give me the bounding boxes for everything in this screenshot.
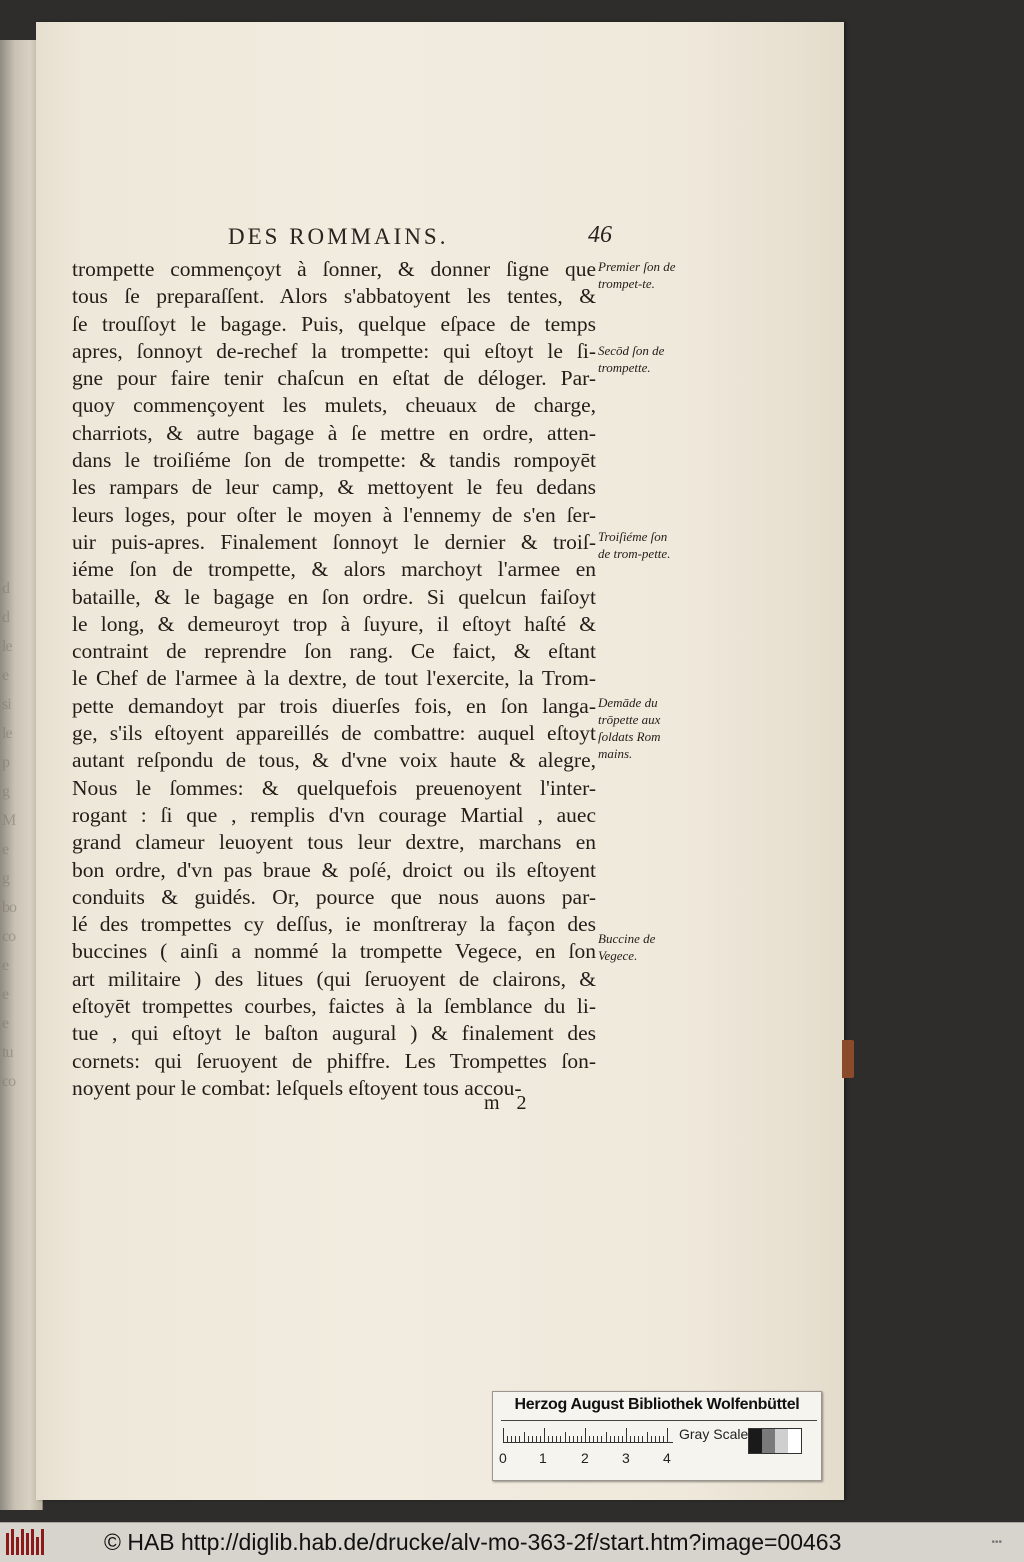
viewer-footer [0,1522,1024,1562]
ruler-tick [606,1432,607,1442]
gray-scale-label: Gray Scale [679,1426,749,1442]
ghost-letter: e [2,957,9,974]
page-number: 46 [588,222,612,248]
ruler-tick [503,1428,504,1442]
scale-number: 2 [581,1450,589,1466]
ghost-letter: d [2,580,9,597]
gray-swatch [788,1429,801,1453]
text-line: grand clameur leuoyent tous leur dextre, marchans en [72,830,596,855]
ghost-letter: le [2,725,12,742]
ruler-tick [630,1436,631,1442]
ruler-tick [560,1436,561,1442]
ruler-tick [651,1436,652,1442]
ruler-tick [589,1436,590,1442]
text-line: bataille, & le bagage en ſon ordre. Si quelcun faiſoyt [72,584,596,609]
scale-number: 4 [663,1450,671,1466]
ghost-letter: co [2,928,16,945]
ruler-tick [556,1436,557,1442]
ruler-tick [577,1436,578,1442]
text-line: cornets: qui ſeruoyent de phiffre. Les Trompettes ſon- [72,1048,596,1073]
text-line: dans le troiſiéme ſon de trompette: & tandis rompoyēt [72,448,596,473]
ruler-tick [540,1436,541,1442]
ruler-tick [597,1436,598,1442]
text-line: les rampars de leur camp, & mettoyent le feu dedans [72,475,596,500]
ruler-tick [663,1436,664,1442]
text-line: buccines ( ainſi a nommé la trompette Vegece, en ſon [72,939,596,964]
text-line: quoy commençoyent les mulets, cheuaux de charge, [72,393,596,418]
text-line: autant reſpondu de tous, & d'vne voix haute & alegre, [72,748,596,773]
scale-number: 1 [539,1450,547,1466]
text-line: charriots, & autre bagage à ſe mettre en ordre, atten- [72,420,596,445]
institution-name: Herzog August Bibliothek Wolfenbüttel [514,1396,800,1413]
margin-note: Secōd ſon de trompette. [598,343,665,375]
ruler-tick [532,1436,533,1442]
ghost-letter: e [2,1015,9,1032]
running-title: DES ROMMAINS. [228,224,449,249]
text-line: art militaire ) des litues (qui ſeruoyent de clairons, & [72,966,596,991]
margin-note: Demāde du trōpette aux ſoldats Rom mains. [598,695,661,761]
ruler-tick [638,1436,639,1442]
copyright-url[interactable]: © HAB http://diglib.hab.de/drucke/alv-mo-363-2f/start.htm?image=00463 [104,1529,842,1555]
ghost-letter: d [2,609,9,626]
ruler-tick [548,1436,549,1442]
ghost-letter: g [2,870,9,887]
text-line: conduits & guidés. Or, pource que nous auons par- [72,884,596,909]
ruler-tick [536,1436,537,1442]
ruler-tick [565,1432,566,1442]
text-line: pette demandoyt par trois diuerſes fois, en ſon langa- [72,693,596,718]
text-line: le long, & demeuroyt trop à ſuyure, il eſtoyt haſté & [72,611,596,636]
ruler-tick [618,1436,619,1442]
gray-swatch [775,1429,788,1453]
color-calibration-bar [492,1391,822,1481]
ghost-letter: M [2,812,16,829]
ruler-tick [573,1436,574,1442]
text-line: le Chef de l'armee à la dextre, de tout l'exercite, la Trom- [72,666,596,691]
text-line: uir puis-apres. Finalement ſonnoyt le dernier & troiſ- [72,529,596,554]
ghost-letter: co [2,1073,16,1090]
ruler-tick [528,1436,529,1442]
ruler-tick [622,1436,623,1442]
hab-logo-icon [6,1529,50,1555]
ruler-tick [647,1432,648,1442]
page-header [228,224,628,254]
bookmark-tab [842,1040,854,1078]
margin-note: Buccine de Vegece. [598,931,656,963]
text-line: Nous le ſommes: & quelquefois preuenoyent l'inter- [72,775,596,800]
margin-note: Troiſiéme ſon de trom-pette. [598,529,671,561]
divider [501,1420,817,1421]
ruler-tick [655,1436,656,1442]
ruler-tick [581,1436,582,1442]
ruler-tick [593,1436,594,1442]
ghost-letter: e [2,667,9,684]
ghost-letter: p [2,754,9,771]
body-text [72,256,596,1102]
ruler-tick [515,1436,516,1442]
scale-number: 0 [499,1450,507,1466]
ruler-tick [626,1428,627,1442]
ruler-tick [544,1428,545,1442]
text-line: rogant : ſi que , remplis d'vn courage Martial , auec [72,802,596,827]
ruler-tick [507,1436,508,1442]
ghost-letter: g [2,783,9,800]
ruler-tick [524,1432,525,1442]
text-line: lé des trompettes cy deſſus, ie monſtreray la façon des [72,912,596,937]
ruler-tick [585,1428,586,1442]
scale-number: 3 [622,1450,630,1466]
text-line: leurs loges, pour oſter le moyen à l'ennemy de s'en ſer- [72,502,596,527]
gray-swatches [748,1428,802,1454]
ruler-tick [601,1436,602,1442]
ruler-tick [667,1428,668,1442]
ruler-tick [614,1436,615,1442]
ruler-tick [511,1436,512,1442]
ghost-letter: e [2,986,9,1003]
ruler-tick [610,1436,611,1442]
signature-mark: m 2 [484,1092,533,1114]
scale-ruler [503,1428,673,1443]
ruler-tick [569,1436,570,1442]
text-line: eſtoyēt trompettes courbes, faictes à la ſemblance du li- [72,994,596,1019]
ghost-letter: tu [2,1044,13,1061]
gray-swatch [762,1429,775,1453]
ruler-tick [634,1436,635,1442]
ruler-tick [659,1436,660,1442]
ghost-letter: e [2,841,9,858]
ghost-letter: bo [2,899,16,916]
text-line: contraint de reprendre ſon rang. Ce faict, & eſtant [72,639,596,664]
more-icon[interactable]: ••• [991,1537,1002,1548]
ruler-tick [642,1436,643,1442]
text-line: ge, s'ils eſtoyent appareillés de combattre: auquel eſtoyt [72,721,596,746]
text-line: gne pour faire tenir chaſcun en eſtat de déloger. Par- [72,366,596,391]
text-line: apres, ſonnoyt de-rechef la trompette: qui eſtoyt le ſi- [72,338,596,363]
text-line: tue , qui eſtoyt le baſton augural ) & finalement des [72,1021,596,1046]
text-line: ſe trouſſoyt le bagage. Puis, quelque eſpace de temps [72,311,596,336]
gray-swatch [749,1429,762,1453]
ruler-tick [552,1436,553,1442]
text-line: noyent pour le combat: leſquels eſtoyent tous accou- [72,1075,522,1100]
text-line: tous ſe preparaſſent. Alors s'abbatoyent les tentes, & [72,284,596,309]
ghost-letter: si [2,696,11,713]
text-line: bon ordre, d'vn pas braue & poſé, droict ou ils eſtoyent [72,857,596,882]
ruler-tick [519,1436,520,1442]
text-line: iéme ſon de trompette, & alors marchoyt l'armee en [72,557,596,582]
ghost-letter: le [2,638,12,655]
margin-note: Premier ſon de trompet-te. [598,259,676,291]
text-line: trompette commençoyt à ſonner, & donner ſigne que [72,257,596,281]
